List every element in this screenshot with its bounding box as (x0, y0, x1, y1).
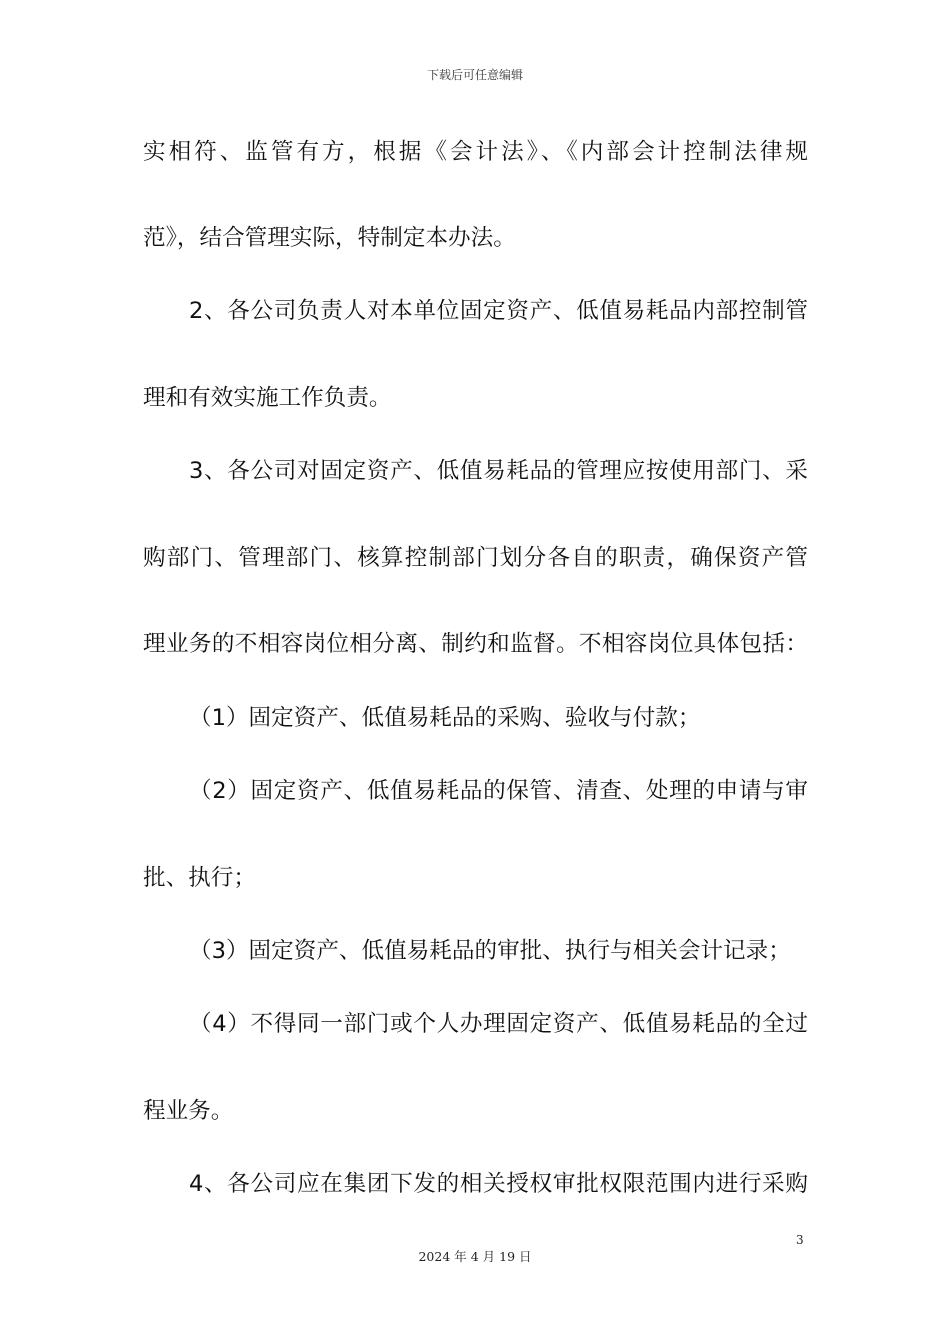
page-header: 下载后可任意编辑 (426, 68, 523, 82)
body-line-5: 3、各公司对固定资产、低值易耗品的管理应按使用部门、采 (189, 458, 808, 484)
body-line-3: 2、各公司负责人对本单位固定资产、低值易耗品内部控制管 (189, 298, 808, 324)
body-line-14: 4、各公司应在集团下发的相关授权审批权限范围内进行采购 (189, 1171, 808, 1197)
footer-date: 2024 年 4 月 19 日 (418, 1249, 532, 1264)
page-number: 3 (796, 1233, 804, 1247)
body-line-6: 购部门、管理部门、核算控制部门划分各自的职责，确保资产管 (143, 545, 808, 571)
body-line-1: 实相符、监管有方，根据《会计法》、《内部会计控制法律规 (143, 139, 808, 165)
body-line-12: （4）不得同一部门或个人办理固定资产、低值易耗品的全过 (189, 1011, 808, 1037)
body-line-4: 理和有效实施工作负责。 (143, 385, 392, 411)
body-line-7: 理业务的不相容岗位相分离、制约和监督。不相容岗位具体包括： (143, 631, 808, 657)
body-line-2: 范》，结合管理实际，特制定本办法。 (143, 225, 516, 251)
body-line-8: （1）固定资产、低值易耗品的采购、验收与付款； (189, 705, 701, 731)
body-line-13: 程业务。 (143, 1098, 234, 1124)
body-line-11: （3）固定资产、低值易耗品的审批、执行与相关会计记录； (189, 938, 791, 964)
body-line-10: 批、执行； (143, 865, 256, 891)
body-line-9: （2）固定资产、低值易耗品的保管、清查、处理的申请与审 (189, 778, 808, 804)
